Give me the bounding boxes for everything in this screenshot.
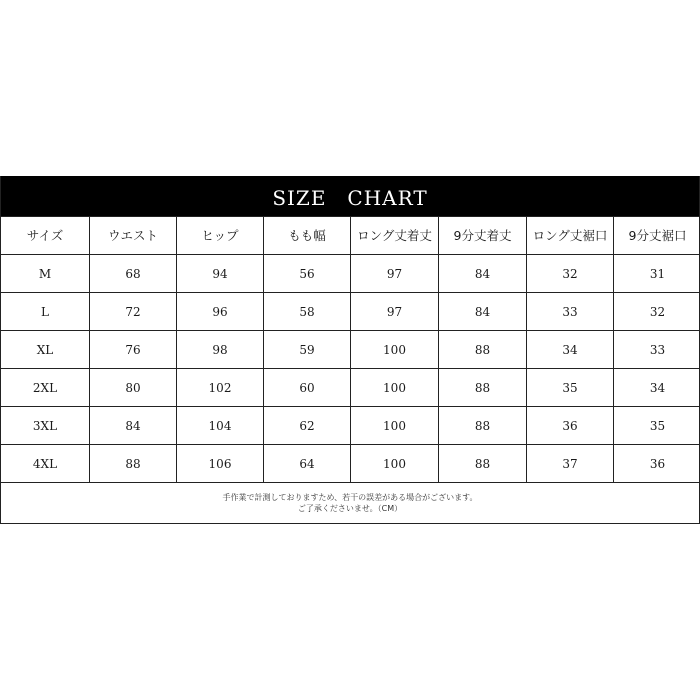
measurement-cell: 59 bbox=[264, 331, 351, 369]
measurement-cell: 96 bbox=[177, 293, 264, 331]
measurement-cell: 33 bbox=[527, 293, 614, 331]
size-label-cell: 4XL bbox=[1, 445, 90, 483]
measurement-cell: 102 bbox=[177, 369, 264, 407]
table-row bbox=[1, 293, 700, 331]
measurement-cell: 76 bbox=[90, 331, 177, 369]
measurement-cell: 34 bbox=[614, 369, 700, 407]
measurement-cell: 84 bbox=[90, 407, 177, 445]
measurement-cell: 36 bbox=[614, 445, 700, 483]
measurement-cell: 88 bbox=[439, 331, 527, 369]
column-header: ロング丈着丈 bbox=[351, 217, 439, 255]
measurement-cell: 106 bbox=[177, 445, 264, 483]
measurement-cell: 32 bbox=[614, 293, 700, 331]
column-header: もも幅 bbox=[264, 217, 351, 255]
measurement-cell: 94 bbox=[177, 255, 264, 293]
measurement-cell: 104 bbox=[177, 407, 264, 445]
measurement-cell: 84 bbox=[439, 255, 527, 293]
size-label-cell: 2XL bbox=[1, 369, 90, 407]
chart-title: SIZE CHART bbox=[272, 185, 428, 210]
note-line-2: ご了承くださいませ。（CM） bbox=[297, 504, 403, 513]
measurement-cell: 32 bbox=[527, 255, 614, 293]
size-label-cell: M bbox=[1, 255, 90, 293]
measurement-cell: 97 bbox=[351, 255, 439, 293]
measurement-cell: 72 bbox=[90, 293, 177, 331]
table-row bbox=[1, 255, 700, 293]
table-row bbox=[1, 407, 700, 445]
measurement-cell: 34 bbox=[527, 331, 614, 369]
measurement-cell: 98 bbox=[177, 331, 264, 369]
size-label-cell: XL bbox=[1, 331, 90, 369]
measurement-cell: 97 bbox=[351, 293, 439, 331]
measurement-cell: 100 bbox=[351, 445, 439, 483]
measurement-cell: 88 bbox=[439, 445, 527, 483]
column-header: 9分丈裾口 bbox=[614, 217, 700, 255]
measurement-cell: 62 bbox=[264, 407, 351, 445]
measurement-cell: 36 bbox=[527, 407, 614, 445]
table-row bbox=[1, 369, 700, 407]
measurement-cell: 68 bbox=[90, 255, 177, 293]
measurement-cell: 88 bbox=[439, 407, 527, 445]
measurement-note bbox=[1, 483, 699, 523]
measurement-cell: 60 bbox=[264, 369, 351, 407]
measurement-cell: 80 bbox=[90, 369, 177, 407]
size-table bbox=[0, 216, 700, 483]
measurement-cell: 35 bbox=[614, 407, 700, 445]
measurement-cell: 100 bbox=[351, 407, 439, 445]
measurement-cell: 100 bbox=[351, 369, 439, 407]
measurement-cell: 88 bbox=[90, 445, 177, 483]
size-label-cell: L bbox=[1, 293, 90, 331]
column-header: ウエスト bbox=[90, 217, 177, 255]
header-row bbox=[1, 217, 700, 255]
measurement-cell: 37 bbox=[527, 445, 614, 483]
measurement-cell: 84 bbox=[439, 293, 527, 331]
measurement-cell: 56 bbox=[264, 255, 351, 293]
chart-title-bar bbox=[1, 176, 699, 216]
size-label-cell: 3XL bbox=[1, 407, 90, 445]
note-line-1: 手作業で計測しておりますため、若干の誤差がある場合がございます。 bbox=[222, 493, 478, 502]
measurement-cell: 100 bbox=[351, 331, 439, 369]
column-header: サイズ bbox=[1, 217, 90, 255]
column-header: ヒップ bbox=[177, 217, 264, 255]
measurement-cell: 35 bbox=[527, 369, 614, 407]
measurement-cell: 88 bbox=[439, 369, 527, 407]
measurement-cell: 64 bbox=[264, 445, 351, 483]
table-row bbox=[1, 445, 700, 483]
measurement-cell: 58 bbox=[264, 293, 351, 331]
size-chart bbox=[0, 176, 700, 524]
column-header: ロング丈裾口 bbox=[527, 217, 614, 255]
measurement-cell: 33 bbox=[614, 331, 700, 369]
table-row bbox=[1, 331, 700, 369]
measurement-cell: 31 bbox=[614, 255, 700, 293]
column-header: 9分丈着丈 bbox=[439, 217, 527, 255]
